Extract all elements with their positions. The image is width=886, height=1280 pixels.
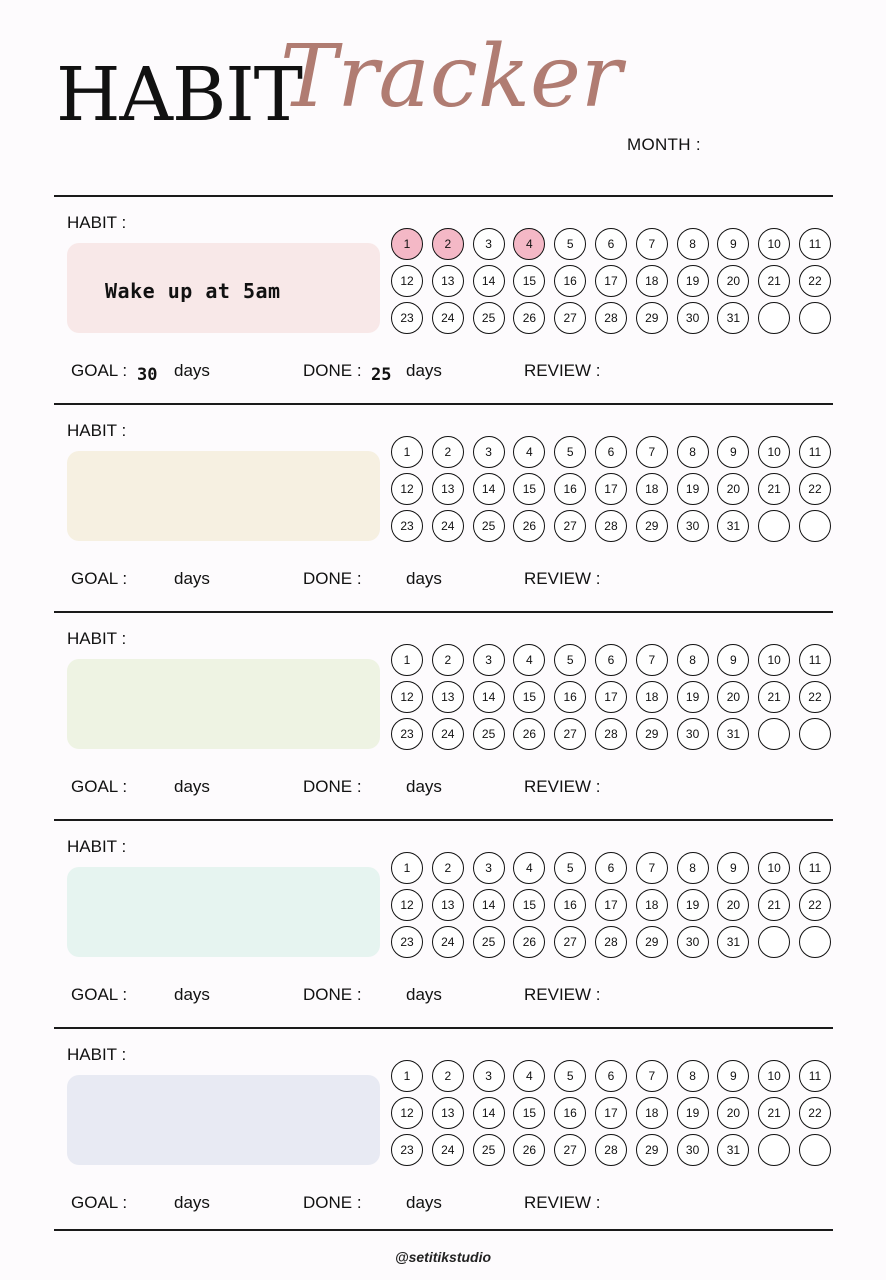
habit-label: HABIT :	[67, 629, 127, 648]
habit-section	[54, 821, 833, 1027]
habit-input-box[interactable]	[67, 451, 380, 541]
goal-label: GOAL :	[71, 569, 128, 588]
day-circle[interactable]: 27	[554, 302, 586, 334]
day-circle[interactable]: 13	[432, 473, 464, 505]
day-circle[interactable]: 21	[758, 473, 790, 505]
day-circle[interactable]: 24	[432, 302, 464, 334]
day-circle[interactable]: 29	[636, 926, 668, 958]
day-circle[interactable]: 7	[636, 1060, 668, 1092]
day-circle[interactable]: 19	[677, 681, 709, 713]
done-days-label: days	[406, 777, 442, 796]
day-circle[interactable]: 2	[432, 228, 464, 260]
day-circle[interactable]: 7	[636, 852, 668, 884]
day-circle[interactable]: 28	[595, 510, 627, 542]
habit-section	[54, 613, 833, 819]
done-days-label: days	[406, 569, 442, 588]
day-circle[interactable]: 11	[799, 436, 831, 468]
day-circle[interactable]: 13	[432, 265, 464, 297]
day-circle[interactable]: 10	[758, 852, 790, 884]
day-circle[interactable]: 24	[432, 718, 464, 750]
habit-input-box[interactable]	[67, 867, 380, 957]
day-circle[interactable]: 23	[391, 718, 423, 750]
day-circle[interactable]: 20	[717, 681, 749, 713]
day-circle[interactable]: 9	[717, 228, 749, 260]
day-circle[interactable]: 26	[513, 718, 545, 750]
day-circle[interactable]: 27	[554, 510, 586, 542]
day-circle[interactable]: 30	[677, 1134, 709, 1166]
day-circle[interactable]: 2	[432, 436, 464, 468]
day-circle[interactable]: 3	[473, 644, 505, 676]
day-circle[interactable]: 6	[595, 852, 627, 884]
day-circle[interactable]: 26	[513, 510, 545, 542]
empty-day-circle[interactable]	[799, 926, 831, 958]
day-circle[interactable]: 11	[799, 228, 831, 260]
review-label: REVIEW :	[524, 361, 601, 380]
day-circle[interactable]: 18	[636, 681, 668, 713]
day-circles-grid	[391, 644, 835, 750]
habit-input-box[interactable]	[67, 243, 380, 333]
habit-section	[54, 405, 833, 611]
day-circle[interactable]: 6	[595, 1060, 627, 1092]
day-circle[interactable]: 8	[677, 644, 709, 676]
day-circle[interactable]: 9	[717, 436, 749, 468]
day-circle[interactable]: 3	[473, 852, 505, 884]
day-circle[interactable]: 29	[636, 302, 668, 334]
day-circle[interactable]: 9	[717, 1060, 749, 1092]
day-circle[interactable]: 12	[391, 1097, 423, 1129]
day-circles-grid	[391, 1060, 835, 1166]
day-circle[interactable]: 11	[799, 852, 831, 884]
day-circle[interactable]: 27	[554, 1134, 586, 1166]
day-circle[interactable]: 21	[758, 681, 790, 713]
habit-input-box[interactable]	[67, 659, 380, 749]
day-circle[interactable]: 14	[473, 1097, 505, 1129]
day-circle[interactable]: 29	[636, 510, 668, 542]
day-circle[interactable]: 22	[799, 889, 831, 921]
day-circle[interactable]: 12	[391, 889, 423, 921]
day-circle[interactable]: 21	[758, 265, 790, 297]
day-circle[interactable]: 26	[513, 302, 545, 334]
day-circles-grid	[391, 852, 835, 958]
day-circle[interactable]: 14	[473, 265, 505, 297]
review-label: REVIEW :	[524, 1193, 601, 1212]
empty-day-circle[interactable]	[758, 926, 790, 958]
day-circle[interactable]: 22	[799, 681, 831, 713]
month-label: MONTH :	[627, 135, 701, 154]
divider	[54, 1229, 833, 1231]
day-circle[interactable]: 14	[473, 473, 505, 505]
day-circle[interactable]: 21	[758, 889, 790, 921]
done-label: DONE :	[303, 985, 362, 1004]
day-circle[interactable]: 16	[554, 681, 586, 713]
day-circle[interactable]: 2	[432, 644, 464, 676]
goal-days-label: days	[174, 985, 210, 1004]
credit: @setitikstudio	[394, 1249, 492, 1265]
day-circle[interactable]: 30	[677, 302, 709, 334]
habit-input-box[interactable]	[67, 1075, 380, 1165]
day-circle[interactable]: 21	[758, 1097, 790, 1129]
day-circle[interactable]: 25	[473, 302, 505, 334]
day-circle[interactable]: 30	[677, 926, 709, 958]
goal-label: GOAL :	[71, 361, 128, 380]
goal-label: GOAL :	[71, 985, 128, 1004]
habit-text: Wake up at 5am	[105, 279, 281, 303]
day-circle[interactable]: 5	[554, 228, 586, 260]
done-days-label: days	[406, 361, 442, 380]
day-circle[interactable]: 4	[513, 1060, 545, 1092]
day-circle[interactable]: 9	[717, 852, 749, 884]
day-circle[interactable]: 23	[391, 1134, 423, 1166]
day-circle[interactable]: 25	[473, 510, 505, 542]
day-circle[interactable]: 2	[432, 852, 464, 884]
review-label: REVIEW :	[524, 985, 601, 1004]
empty-day-circle[interactable]	[799, 1134, 831, 1166]
day-circle[interactable]: 20	[717, 265, 749, 297]
day-circle[interactable]: 20	[717, 473, 749, 505]
day-circle[interactable]: 14	[473, 681, 505, 713]
done-label: DONE :	[303, 569, 362, 588]
goal-label: GOAL :	[71, 777, 128, 796]
day-circle[interactable]: 29	[636, 1134, 668, 1166]
goal-days-label: days	[174, 1193, 210, 1212]
day-circle[interactable]: 31	[717, 718, 749, 750]
day-circle[interactable]: 10	[758, 228, 790, 260]
day-circle[interactable]: 27	[554, 926, 586, 958]
goal-days-label: days	[174, 569, 210, 588]
day-circle[interactable]: 10	[758, 1060, 790, 1092]
day-circle[interactable]: 3	[473, 436, 505, 468]
day-circle[interactable]: 16	[554, 1097, 586, 1129]
day-circle[interactable]: 1	[391, 436, 423, 468]
goal-days-label: days	[174, 361, 210, 380]
done-label: DONE :	[303, 777, 362, 796]
day-circle[interactable]: 23	[391, 926, 423, 958]
day-circle[interactable]: 25	[473, 926, 505, 958]
empty-day-circle[interactable]	[758, 1134, 790, 1166]
day-circles-grid	[391, 228, 835, 334]
day-circle[interactable]: 8	[677, 436, 709, 468]
day-circle[interactable]: 19	[677, 889, 709, 921]
day-circle[interactable]: 30	[677, 510, 709, 542]
day-circle[interactable]: 20	[717, 1097, 749, 1129]
day-circle[interactable]: 8	[677, 1060, 709, 1092]
day-circle[interactable]: 22	[799, 473, 831, 505]
day-circle[interactable]: 19	[677, 473, 709, 505]
day-circle[interactable]: 1	[391, 644, 423, 676]
day-circle[interactable]: 11	[799, 1060, 831, 1092]
review-label: REVIEW :	[524, 777, 601, 796]
empty-day-circle[interactable]	[799, 718, 831, 750]
day-circle[interactable]: 9	[717, 644, 749, 676]
day-circle[interactable]: 22	[799, 1097, 831, 1129]
done-days-label: days	[406, 1193, 442, 1212]
day-circle[interactable]: 18	[636, 889, 668, 921]
day-circle[interactable]: 31	[717, 926, 749, 958]
day-circle[interactable]: 15	[513, 889, 545, 921]
day-circle[interactable]: 18	[636, 473, 668, 505]
day-circle[interactable]: 1	[391, 228, 423, 260]
empty-day-circle[interactable]	[758, 510, 790, 542]
habit-label: HABIT :	[67, 1045, 127, 1064]
day-circle[interactable]: 28	[595, 718, 627, 750]
day-circle[interactable]: 5	[554, 1060, 586, 1092]
day-circle[interactable]: 18	[636, 265, 668, 297]
day-circle[interactable]: 10	[758, 436, 790, 468]
day-circle[interactable]: 31	[717, 510, 749, 542]
day-circles-grid	[391, 436, 835, 542]
day-circle[interactable]: 24	[432, 510, 464, 542]
day-circle[interactable]: 1	[391, 852, 423, 884]
habit-label: HABIT :	[67, 837, 127, 856]
day-circle[interactable]: 12	[391, 265, 423, 297]
day-circle[interactable]: 16	[554, 265, 586, 297]
day-circle[interactable]: 30	[677, 718, 709, 750]
title-tracker: Tracker	[280, 27, 623, 127]
day-circle[interactable]: 15	[513, 1097, 545, 1129]
day-circle[interactable]: 11	[799, 644, 831, 676]
day-circle[interactable]: 12	[391, 681, 423, 713]
day-circle[interactable]: 20	[717, 889, 749, 921]
day-circle[interactable]: 26	[513, 1134, 545, 1166]
habit-label: HABIT :	[67, 421, 127, 440]
day-circle[interactable]: 6	[595, 436, 627, 468]
title-habit: HABIT	[56, 52, 302, 138]
day-circle[interactable]: 3	[473, 228, 505, 260]
day-circle[interactable]: 5	[554, 436, 586, 468]
habit-section	[54, 197, 833, 403]
day-circle[interactable]: 7	[636, 644, 668, 676]
day-circle[interactable]: 27	[554, 718, 586, 750]
day-circle[interactable]: 6	[595, 228, 627, 260]
day-circle[interactable]: 4	[513, 852, 545, 884]
day-circle[interactable]: 19	[677, 1097, 709, 1129]
done-label: DONE :	[303, 361, 362, 380]
day-circle[interactable]: 5	[554, 644, 586, 676]
day-circle[interactable]: 24	[432, 1134, 464, 1166]
done-label: DONE :	[303, 1193, 362, 1212]
day-circle[interactable]: 4	[513, 436, 545, 468]
day-circle[interactable]: 17	[595, 473, 627, 505]
empty-day-circle[interactable]	[758, 302, 790, 334]
goal-label: GOAL :	[71, 1193, 128, 1212]
day-circle[interactable]: 13	[432, 1097, 464, 1129]
day-circle[interactable]: 7	[636, 436, 668, 468]
day-circle[interactable]: 7	[636, 228, 668, 260]
day-circle[interactable]: 28	[595, 926, 627, 958]
day-circle[interactable]: 31	[717, 1134, 749, 1166]
day-circle[interactable]: 31	[717, 302, 749, 334]
day-circle[interactable]: 23	[391, 302, 423, 334]
day-circle[interactable]: 8	[677, 852, 709, 884]
day-circle[interactable]: 8	[677, 228, 709, 260]
day-circle[interactable]: 15	[513, 473, 545, 505]
day-circle[interactable]: 18	[636, 1097, 668, 1129]
day-circle[interactable]: 17	[595, 265, 627, 297]
day-circle[interactable]: 5	[554, 852, 586, 884]
goal-days-label: days	[174, 777, 210, 796]
day-circle[interactable]: 6	[595, 644, 627, 676]
day-circle[interactable]: 15	[513, 265, 545, 297]
day-circle[interactable]: 4	[513, 228, 545, 260]
day-circle[interactable]: 13	[432, 889, 464, 921]
day-circle[interactable]: 14	[473, 889, 505, 921]
habit-label: HABIT :	[67, 213, 127, 232]
habit-section	[54, 1029, 833, 1235]
day-circle[interactable]: 17	[595, 889, 627, 921]
day-circle[interactable]: 10	[758, 644, 790, 676]
done-value: 25	[371, 365, 392, 385]
day-circle[interactable]: 23	[391, 510, 423, 542]
day-circle[interactable]: 28	[595, 1134, 627, 1166]
day-circle[interactable]: 17	[595, 1097, 627, 1129]
day-circle[interactable]: 26	[513, 926, 545, 958]
goal-value: 30	[137, 365, 158, 385]
day-circle[interactable]: 19	[677, 265, 709, 297]
day-circle[interactable]: 3	[473, 1060, 505, 1092]
day-circle[interactable]: 4	[513, 644, 545, 676]
day-circle[interactable]: 28	[595, 302, 627, 334]
day-circle[interactable]: 1	[391, 1060, 423, 1092]
day-circle[interactable]: 29	[636, 718, 668, 750]
day-circle[interactable]: 25	[473, 718, 505, 750]
review-label: REVIEW :	[524, 569, 601, 588]
day-circle[interactable]: 25	[473, 1134, 505, 1166]
day-circle[interactable]: 16	[554, 889, 586, 921]
day-circle[interactable]: 15	[513, 681, 545, 713]
day-circle[interactable]: 13	[432, 681, 464, 713]
empty-day-circle[interactable]	[799, 302, 831, 334]
day-circle[interactable]: 24	[432, 926, 464, 958]
day-circle[interactable]: 17	[595, 681, 627, 713]
day-circle[interactable]: 12	[391, 473, 423, 505]
done-days-label: days	[406, 985, 442, 1004]
day-circle[interactable]: 16	[554, 473, 586, 505]
day-circle[interactable]: 22	[799, 265, 831, 297]
empty-day-circle[interactable]	[799, 510, 831, 542]
day-circle[interactable]: 2	[432, 1060, 464, 1092]
empty-day-circle[interactable]	[758, 718, 790, 750]
